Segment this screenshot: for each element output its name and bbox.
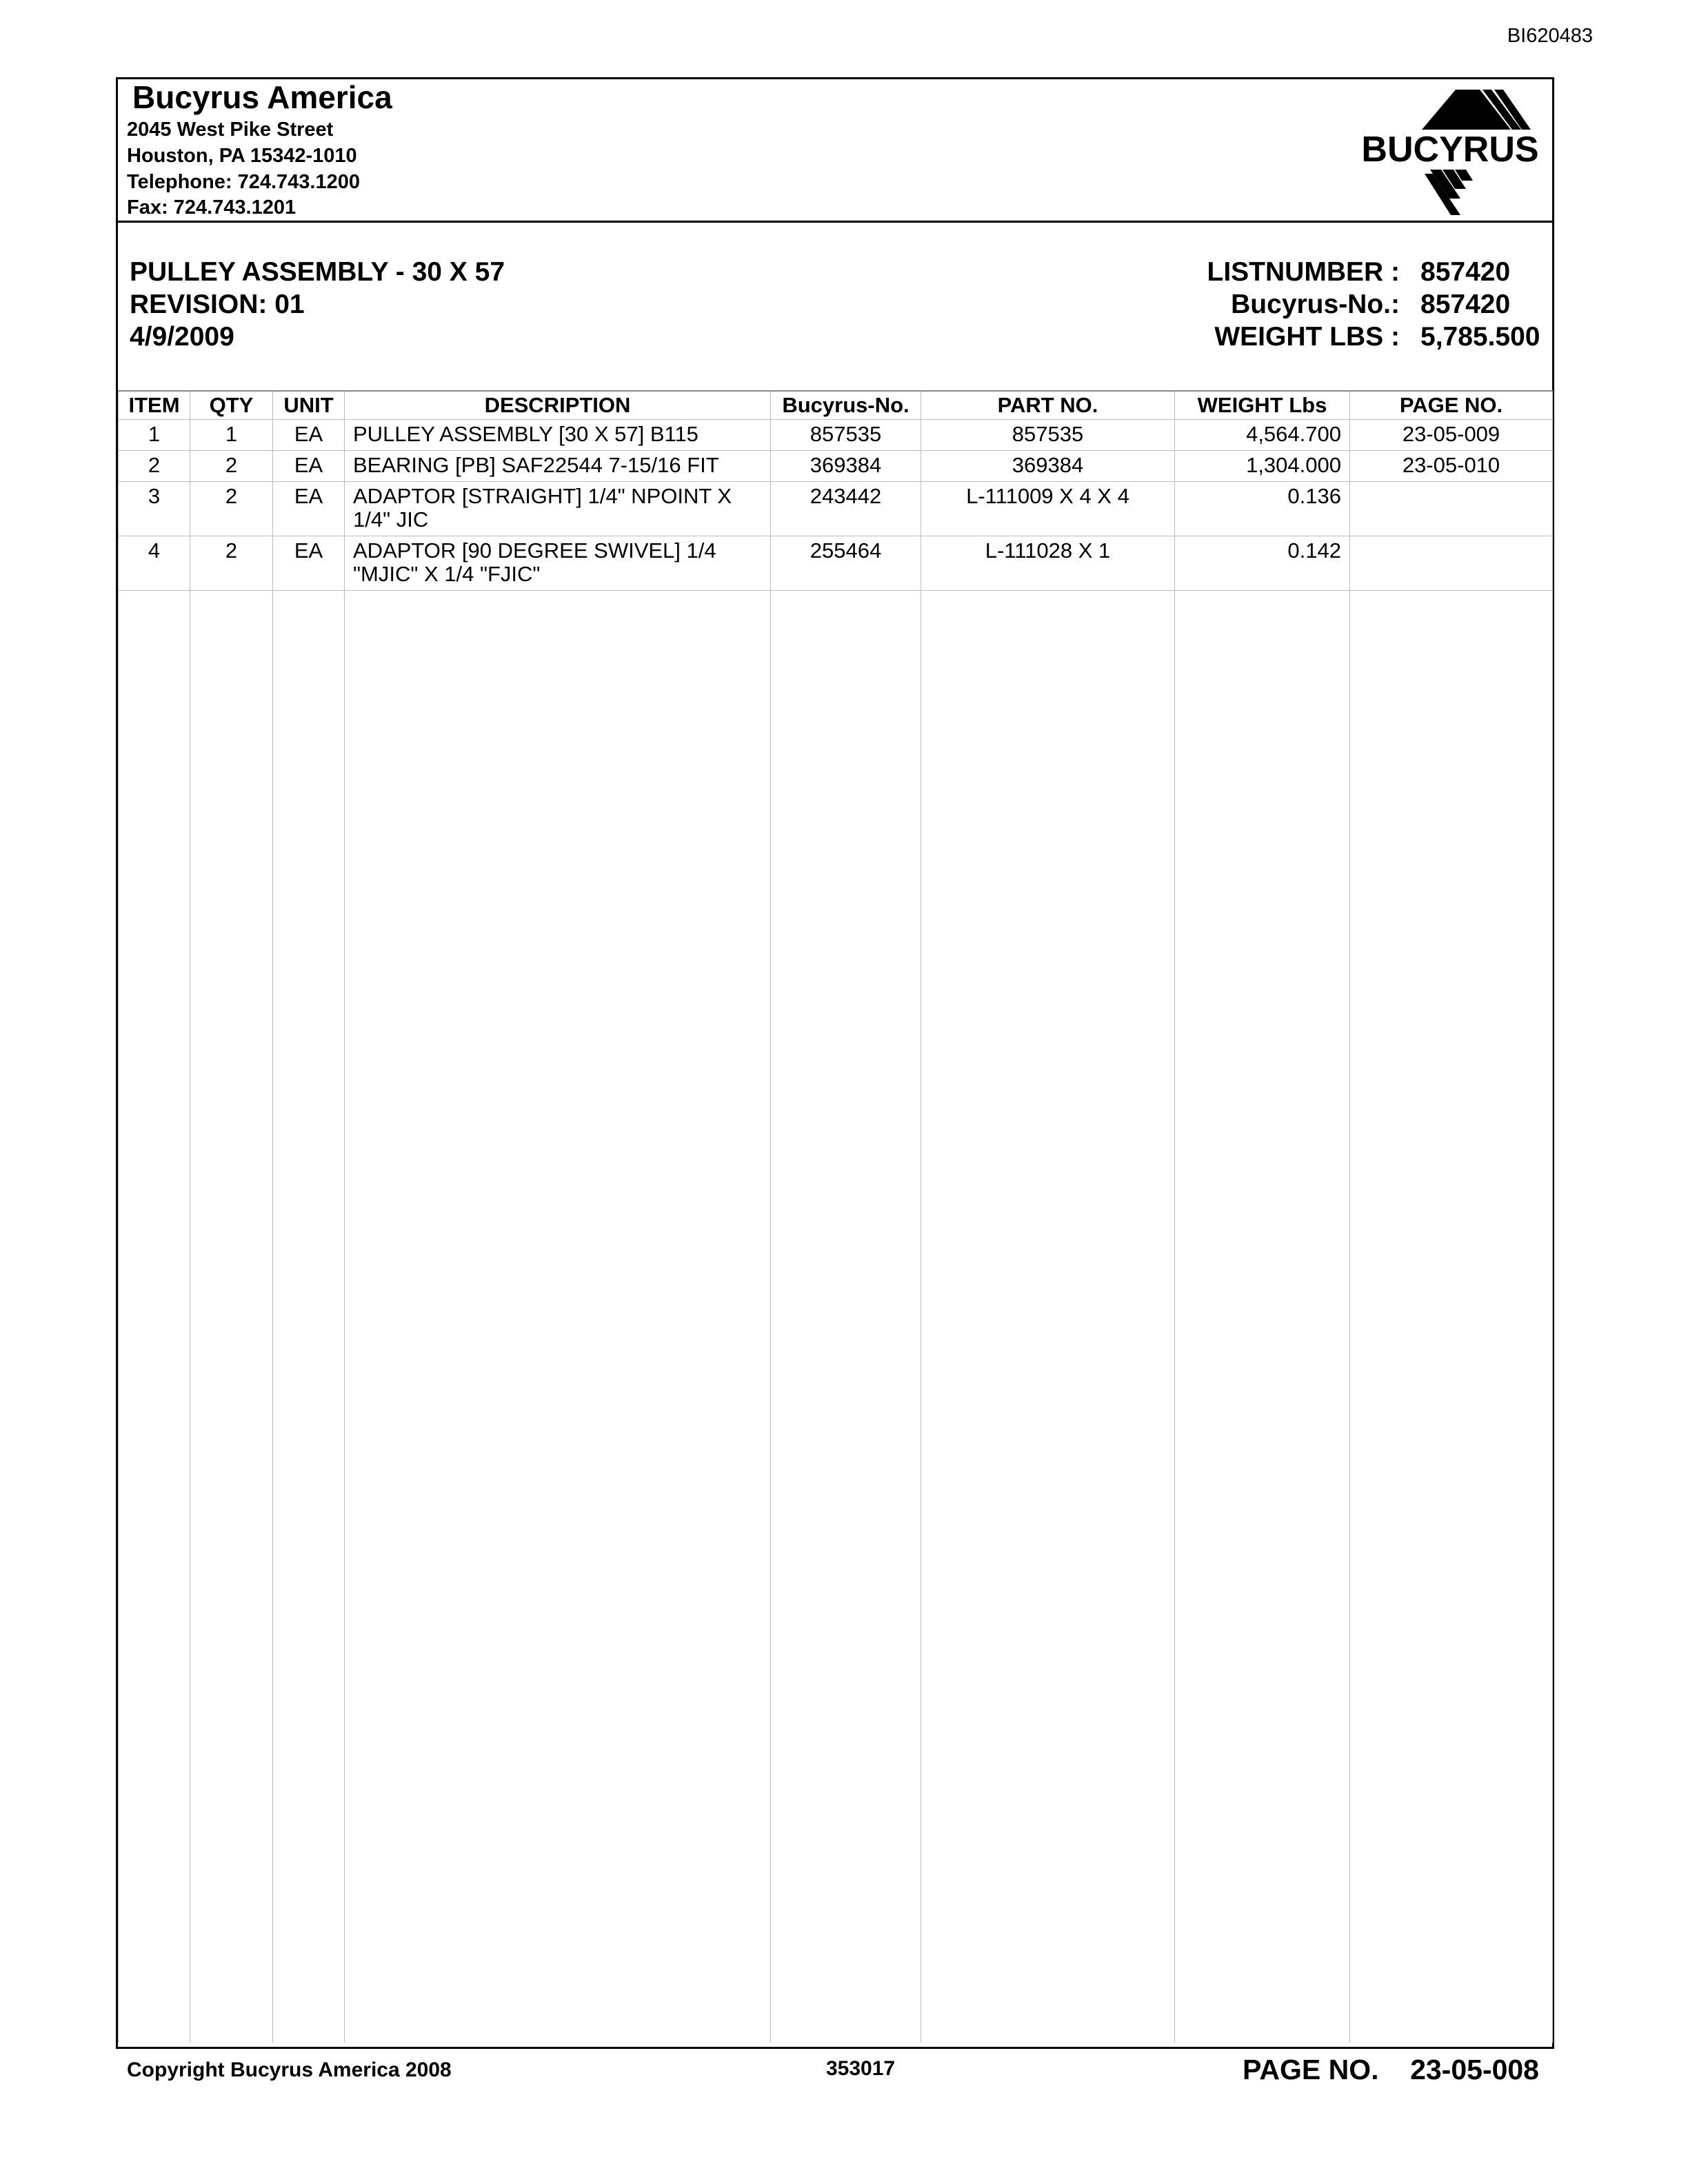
- part-no-cell: L-111028 X 1: [921, 536, 1175, 591]
- assembly-date: 4/9/2009: [130, 322, 234, 352]
- description-cell: BEARING [PB] SAF22544 7-15/16 FIT: [345, 451, 771, 482]
- page-number-value: 23-05-008: [1410, 2054, 1539, 2085]
- table-row: [119, 420, 1553, 451]
- weight-value: 5,785.500: [1420, 322, 1540, 352]
- weight-cell: 1,304.000: [1175, 451, 1350, 482]
- list-number-row: [1138, 257, 1545, 290]
- company-street: 2045 West Pike Street: [127, 119, 334, 141]
- company-city: Houston, PA 15342-1010: [127, 145, 357, 167]
- company-name: Bucyrus America: [132, 79, 392, 115]
- qty-cell: 2: [190, 536, 273, 591]
- column-header-page-no: PAGE NO.: [1350, 391, 1553, 420]
- unit-cell: EA: [273, 451, 345, 482]
- bucyrus-no-cell: 857535: [771, 420, 921, 451]
- table-row: [119, 482, 1553, 536]
- part-no-cell: 857535: [921, 420, 1175, 451]
- page-no-cell: [1350, 536, 1553, 591]
- column-header-part-no: PART NO.: [921, 391, 1175, 420]
- page-no-cell: 23-05-009: [1350, 420, 1553, 451]
- description-cell: ADAPTOR [90 DEGREE SWIVEL] 1/4 "MJIC" X 1/4 "FJIC": [345, 536, 771, 591]
- list-number-label: LISTNUMBER :: [1207, 257, 1400, 287]
- unit-cell: EA: [273, 482, 345, 536]
- bucyrus-no-cell: 243442: [771, 482, 921, 536]
- item-cell: 3: [119, 482, 190, 536]
- assembly-title: PULLEY ASSEMBLY - 30 X 57: [130, 257, 505, 287]
- column-header-qty: QTY: [190, 391, 273, 420]
- bucyrus-number-row: [1138, 290, 1545, 323]
- bucyrus-no-cell: 255464: [771, 536, 921, 591]
- list-number-value: 857420: [1420, 257, 1511, 287]
- page-number-label: PAGE NO.: [1243, 2054, 1379, 2085]
- item-cell: 1: [119, 420, 190, 451]
- column-header-bucyrus-no: Bucyrus-No.: [771, 391, 921, 420]
- weight-cell: 4,564.700: [1175, 420, 1350, 451]
- weight-row: [1138, 322, 1545, 355]
- weight-cell: 0.136: [1175, 482, 1350, 536]
- unit-cell: EA: [273, 420, 345, 451]
- table-row: [119, 536, 1553, 591]
- page-no-cell: 23-05-010: [1350, 451, 1553, 482]
- unit-cell: EA: [273, 536, 345, 591]
- weight-label: WEIGHT LBS :: [1214, 322, 1400, 352]
- qty-cell: 2: [190, 482, 273, 536]
- description-cell: ADAPTOR [STRAIGHT] 1/4" NPOINT X 1/4" JIC: [345, 482, 771, 536]
- description-cell: PULLEY ASSEMBLY [30 X 57] B115: [345, 420, 771, 451]
- footer-code: 353017: [826, 2057, 896, 2080]
- company-fax: Fax: 724.743.1201: [127, 196, 297, 219]
- bucyrus-number-label: Bucyrus-No.:: [1231, 290, 1400, 319]
- column-header-unit: UNIT: [273, 391, 345, 420]
- parts-table: [118, 390, 1553, 2043]
- company-telephone: Telephone: 724.743.1200: [127, 171, 360, 193]
- item-cell: 4: [119, 536, 190, 591]
- item-cell: 2: [119, 451, 190, 482]
- page-number: [1243, 2054, 1539, 2086]
- column-header-description: DESCRIPTION: [345, 391, 771, 420]
- logo-wordmark: BUCYRUS: [1361, 130, 1539, 170]
- qty-cell: 2: [190, 451, 273, 482]
- column-header-weight: WEIGHT Lbs: [1175, 391, 1350, 420]
- column-header-item: ITEM: [119, 391, 190, 420]
- document-id: BI620483: [1507, 25, 1593, 47]
- bucyrus-logo: [1350, 84, 1550, 215]
- qty-cell: 1: [190, 420, 273, 451]
- table-empty-area: [119, 591, 1553, 2043]
- bucyrus-number-value: 857420: [1420, 290, 1511, 319]
- header-divider: [116, 221, 1554, 223]
- part-no-cell: 369384: [921, 451, 1175, 482]
- bucyrus-no-cell: 369384: [771, 451, 921, 482]
- table-header-row: [119, 391, 1553, 420]
- part-no-cell: L-111009 X 4 X 4: [921, 482, 1175, 536]
- assembly-revision: REVISION: 01: [130, 290, 305, 319]
- copyright-notice: Copyright Bucyrus America 2008: [127, 2059, 452, 2081]
- weight-cell: 0.142: [1175, 536, 1350, 591]
- table-row: [119, 451, 1553, 482]
- page-no-cell: [1350, 482, 1553, 536]
